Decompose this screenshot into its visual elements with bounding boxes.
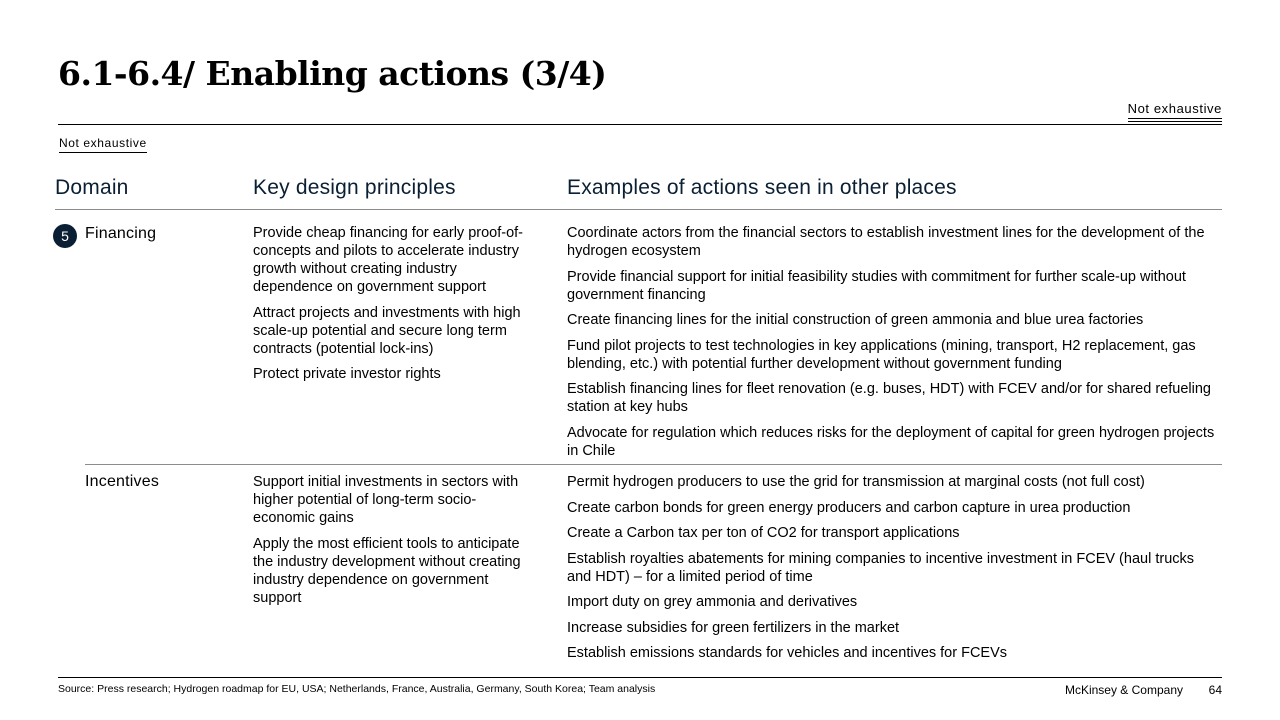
domain-label-incentives: Incentives [85, 473, 160, 490]
source-note: Source: Press research; Hydrogen roadmap for EU, USA; Netherlands, France, Australia, Germany, South Korea; Team analysis [58, 683, 656, 695]
financing-examples-list [567, 224, 1222, 467]
section-divider [85, 464, 1222, 465]
page-number: 64 [1208, 683, 1222, 697]
page-title: 6.1-6.4/ Enabling actions (3/4) [58, 54, 607, 93]
principle-item: Attract projects and investments with high scale-up potential and secure long term contracts (potential lock-ins) [253, 304, 521, 357]
example-item: Establish financing lines for fleet renovation (e.g. buses, HDT) with FCEV and/or for shared refueling station at key hubs [567, 381, 1211, 415]
example-item: Import duty on grey ammonia and derivatives [567, 594, 858, 610]
example-item: Create a Carbon tax per ton of CO2 for transport applications [567, 525, 960, 541]
example-item: Permit hydrogen producers to use the grid for transmission at marginal costs (not full cost) [567, 474, 1145, 490]
example-item: Provide financial support for initial feasibility studies with commitment for further scale-up without government financing [567, 268, 1186, 303]
header-divider [55, 209, 1222, 210]
incentives-examples-list [567, 473, 1222, 670]
not-exhaustive-tag-right: Not exhaustive [1128, 101, 1222, 119]
example-item: Increase subsidies for green fertilizers in the market [567, 619, 900, 636]
section-number-badge: 5 [53, 224, 77, 248]
example-item: Create financing lines for the initial construction of green ammonia and blue urea factories [567, 312, 1144, 328]
title-divider [58, 124, 1222, 125]
example-item: Create carbon bonds for green energy producers and carbon capture in urea production [567, 499, 1131, 516]
example-item: Establish royalties abatements for mining companies to incentive investment in FCEV (haul trucks and HDT) – for a limited period of time [567, 550, 1195, 585]
footer-divider [58, 677, 1222, 678]
incentives-principles-list [253, 473, 538, 614]
example-item: Establish emissions standards for vehicles and incentives for FCEVs [567, 645, 1008, 661]
not-exhaustive-tag-left: Not exhaustive [59, 136, 147, 153]
company-name: McKinsey & Company [1064, 683, 1183, 697]
column-header-principles: Key design principles [253, 176, 456, 199]
principle-item: Provide cheap financing for early proof-of-concepts and pilots to accelerate industry growth without creating industry dependence on government support [253, 225, 524, 295]
principle-item: Support initial investments in sectors with higher potential of long-term socio-economic gains [253, 474, 519, 526]
example-item: Coordinate actors from the financial sectors to establish investment lines for the development of the hydrogen ecosystem [567, 225, 1205, 259]
financing-principles-list [253, 224, 538, 391]
example-item: Advocate for regulation which reduces risks for the deployment of capital for green hydrogen projects in Chile [567, 424, 1215, 459]
column-header-examples: Examples of actions seen in other places [567, 176, 957, 199]
principle-item: Protect private investor rights [253, 366, 441, 382]
column-header-domain: Domain [55, 176, 129, 199]
domain-label-financing: Financing [85, 225, 157, 242]
principle-item: Apply the most efficient tools to anticipate the industry development without creating industry dependence on government support [253, 535, 521, 606]
example-item: Fund pilot projects to test technologies in key applications (mining, transport, H2 replacement, gas blending, etc.) with potential further development without government funding [567, 337, 1196, 372]
